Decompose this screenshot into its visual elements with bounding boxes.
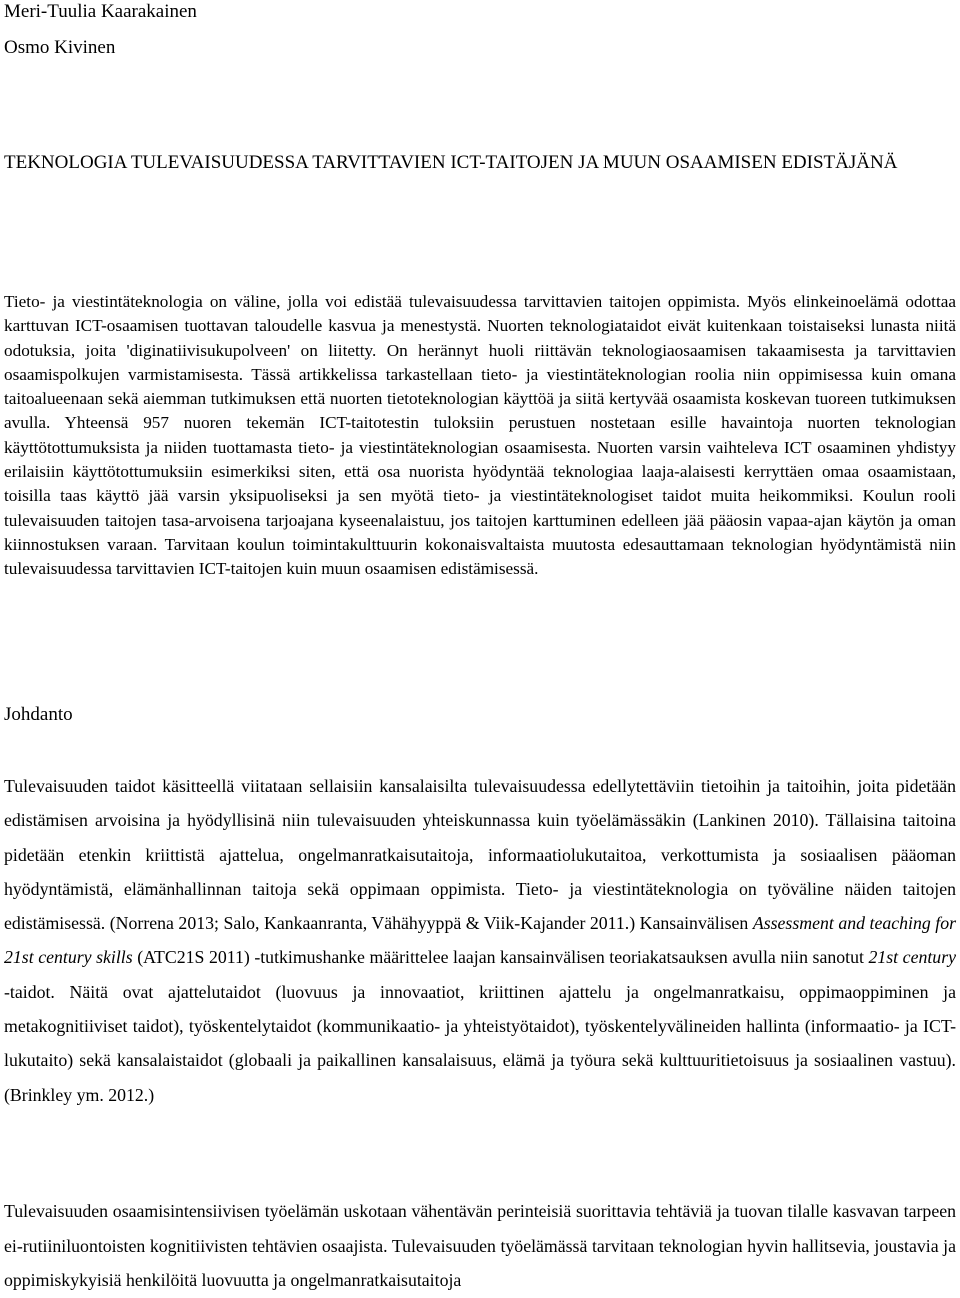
italic-term: 21st century <box>868 947 957 968</box>
body-paragraph <box>4 769 956 1112</box>
paragraph-text: -taidot. Näitä ovat ajattelutaidot (luovuus ja innovaatiot, kriittinen ajattelu ja ongelmanratkaisu, oppimaoppiminen ja metakognitiiviset taidot), työskentelytaidot (kommunikaatio- ja yhteistyötaidot), työskentelyvälineiden hallinta (informaatio- ja ICT-lukutaito) sekä kansalaistaidot (globaali ja paikallinen kansalaisuus, elämä ja työura sekä kulttuuritietoisuus ja sosiaalinen vastuu). (Brinkley ym. 2012.) <box>4 981 956 1105</box>
paragraph-text: Tulevaisuuden taidot käsitteellä viitataan sellaisiin kansalaisilta tulevaisuudessa edellytettäviin tietoihin ja taitoihin, joita pidetään edistämisen arvoisina ja hyödyllisinä niin tulevaisuuden yhteiskunnassa kuin työelämässäkin (Lankinen 2010). Tällaisina taitoina pidetään etenkin kriittistä ajattelua, ongelmanratkaisutaitoja, informaatiolukutaitoa, verkottumista ja sosiaalisen pääoman hyödyntämistä, elämänhallinnan taitoja sekä oppimaan oppimista. Tieto- ja viestintäteknologia on työväline näiden taitojen edistämisessä. (Norrena 2013; Salo, Kankaanranta, Vähähyyppä & Viik-Kajander 2011.) Kansainvälisen <box>4 776 956 934</box>
italic-term: Assessment and teaching for 21st century skills <box>4 913 957 968</box>
body-paragraph: Tulevaisuuden osaamisintensiivisen työelämän uskotaan vähentävän perinteisiä suorittavia tehtäviä ja tuovan tilalle kasvavan tarpeen ei-rutiiniluontoisten kognitiivisten tehtävien osaajista. Tulevaisuuden työelämässä tarvitaan teknologian hyvin hallitsevia, joustavia ja oppimiskykyisiä henkilöitä luovuutta ja ongelmanratkaisutaitoja <box>4 1201 956 1290</box>
document-title: TEKNOLOGIA TULEVAISUUDESSA TARVITTAVIEN ICT-TAITOJEN JA MUUN OSAAMISEN EDISTÄJÄNÄ <box>4 152 898 173</box>
section-heading: Johdanto <box>4 704 73 725</box>
author-name: Meri-Tuulia Kaarakainen <box>4 1 197 22</box>
author-name: Osmo Kivinen <box>4 37 116 58</box>
abstract-paragraph: Tieto- ja viestintäteknologia on väline, jolla voi edistää tulevaisuudessa tarvittavien taitojen oppimista. Myös elinkeinoelämä odottaa karttuvan ICT-osaamisen tuottavan taloudelle kasvua ja menestystä. Nuorten teknologiataidot eivät kuitenkaan toistaiseksi lunasta niitä odotuksia, joita 'diginatiivisukupolveen' on liitetty. On herännyt huoli riittävän teknologiaosaamisen takaamisesta ja tarvittavien osaamispolkujen varmistamisesta. Tässä artikkelissa tarkastellaan tieto- ja viestintäteknologian roolia niin oppimisessa kuin omana taitoalueenaan sekä aiemman tutkimuksen että nuorten tietoteknologian käyttöä ja siitä kertyvää osaamista koskevan tuoreen tutkimuksen avulla. Yhteensä 957 nuoren tekemän ICT-taitotestin tuloksiin perustuen nostetaan esille havaintoja nuorten teknologian käyttötottumuksista ja niiden tuottamasta tieto- ja viestintäteknologian osaamisesta. Nuorten varsin vaihteleva ICT osaaminen yhdistyy erilaisiin käyttötottumuksiin esimerkiksi siten, että osa nuorista hyödyntää teknologiaa laaja-alaisesti kerryttäen omaa osaamistaan, toisilla taas käyttö jää varsin yksipuoliseksi ja sen myötä tieto- ja viestintäteknologiset taidot muita heikommiksi. Koulun rooli tulevaisuuden taitojen tasa-arvoisena tarjoajana kyseenalaistuu, jos taitojen karttuminen edelleen jää pääosin vapaa-ajan käytön ja oman kiinnostuksen varaan. Tarvitaan koulun toimintakulttuurin kokonaisvaltaista muutosta edesauttamaan teknologian hyödyntämistä niin tulevaisuudessa tarvittavien ICT-taitojen kuin muun osaamisen edistämisessä. <box>4 292 956 579</box>
paragraph-text: (ATC21S 2011) -tutkimushanke määrittelee laajan kansainvälisen teoriakatsauksen avulla niin sanotut <box>132 947 869 968</box>
